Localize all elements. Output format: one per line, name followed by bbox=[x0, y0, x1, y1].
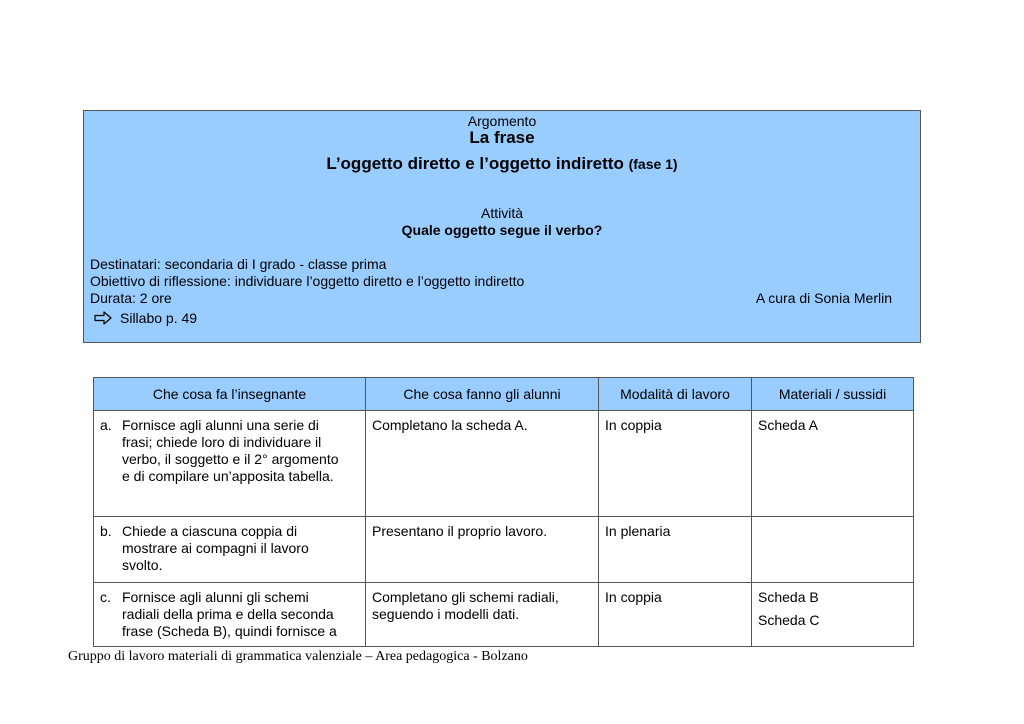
sillabo-text: Sillabo p. 49 bbox=[120, 310, 198, 326]
table-row bbox=[94, 583, 914, 647]
destinatari-text: Destinatari: secondaria di I grado - classe prima bbox=[90, 256, 387, 272]
insegnante-cell bbox=[94, 583, 366, 647]
subtitle-text: L’oggetto diretto e l’oggetto indiretto bbox=[326, 154, 624, 173]
topic-title: La frase bbox=[469, 128, 535, 147]
table-row bbox=[94, 411, 914, 517]
materiali-cell bbox=[752, 411, 914, 517]
material-item: Scheda A bbox=[758, 417, 818, 433]
argomento-label: Argomento bbox=[467, 113, 537, 129]
header-modalita: Modalità di lavoro bbox=[599, 378, 752, 411]
row-label: b. bbox=[100, 523, 112, 539]
row-label: c. bbox=[100, 589, 111, 605]
durata-text: Durata: 2 ore bbox=[90, 290, 172, 306]
sillabo-reference bbox=[94, 310, 197, 326]
page-footer: Gruppo di lavoro materiali di grammatica valenziale – Area pedagogica - Bolzano bbox=[68, 649, 528, 664]
header-materiali: Materiali / sussidi bbox=[752, 378, 914, 411]
insegnante-text: Chiede a ciascuna coppia di mostrare ai compagni il lavoro svolto. bbox=[122, 523, 309, 573]
material-item: Scheda C bbox=[758, 612, 820, 628]
alunni-cell: Presentano il proprio lavoro. bbox=[366, 517, 599, 583]
material-item: Scheda B bbox=[758, 589, 819, 605]
topic-subtitle bbox=[84, 154, 920, 174]
activity-question: Quale oggetto segue il verbo? bbox=[401, 222, 603, 238]
obiettivo-text: Obiettivo di riflessione: individuare l’oggetto diretto e l’oggetto indiretto bbox=[90, 273, 525, 289]
alunni-cell: Completano gli schemi radiali, seguendo i modelli dati. bbox=[366, 583, 599, 647]
materiali-cell bbox=[752, 517, 914, 583]
modalita-cell: In coppia bbox=[599, 583, 752, 647]
insegnante-text: Fornisce agli alunni gli schemi radiali della prima e della seconda frase (Scheda B), quindi fornisce a bbox=[122, 589, 337, 639]
header-alunni: Che cosa fanno gli alunni bbox=[366, 378, 599, 411]
table-row bbox=[94, 517, 914, 583]
insegnante-cell bbox=[94, 411, 366, 517]
alunni-cell: Completano la scheda A. bbox=[366, 411, 599, 517]
activity-plan-table bbox=[93, 377, 914, 647]
header-insegnante: Che cosa fa l’insegnante bbox=[94, 378, 366, 411]
author-credit: A cura di Sonia Merlin bbox=[755, 290, 892, 306]
modalita-cell: In plenaria bbox=[599, 517, 752, 583]
modalita-cell: In coppia bbox=[599, 411, 752, 517]
materiali-cell bbox=[752, 583, 914, 647]
activity-header-box bbox=[83, 110, 921, 343]
insegnante-cell bbox=[94, 517, 366, 583]
arrow-right-outline-icon bbox=[94, 311, 112, 325]
insegnante-text: Fornisce agli alunni una serie di frasi; chiede loro di individuare il verbo, il soggetto e il 2° argomento e di compilare un’apposita tabella. bbox=[122, 417, 339, 484]
phase-label: (fase 1) bbox=[628, 156, 678, 172]
table-header-row bbox=[94, 378, 914, 411]
attivita-label: Attività bbox=[480, 205, 523, 221]
row-label: a. bbox=[100, 417, 112, 433]
